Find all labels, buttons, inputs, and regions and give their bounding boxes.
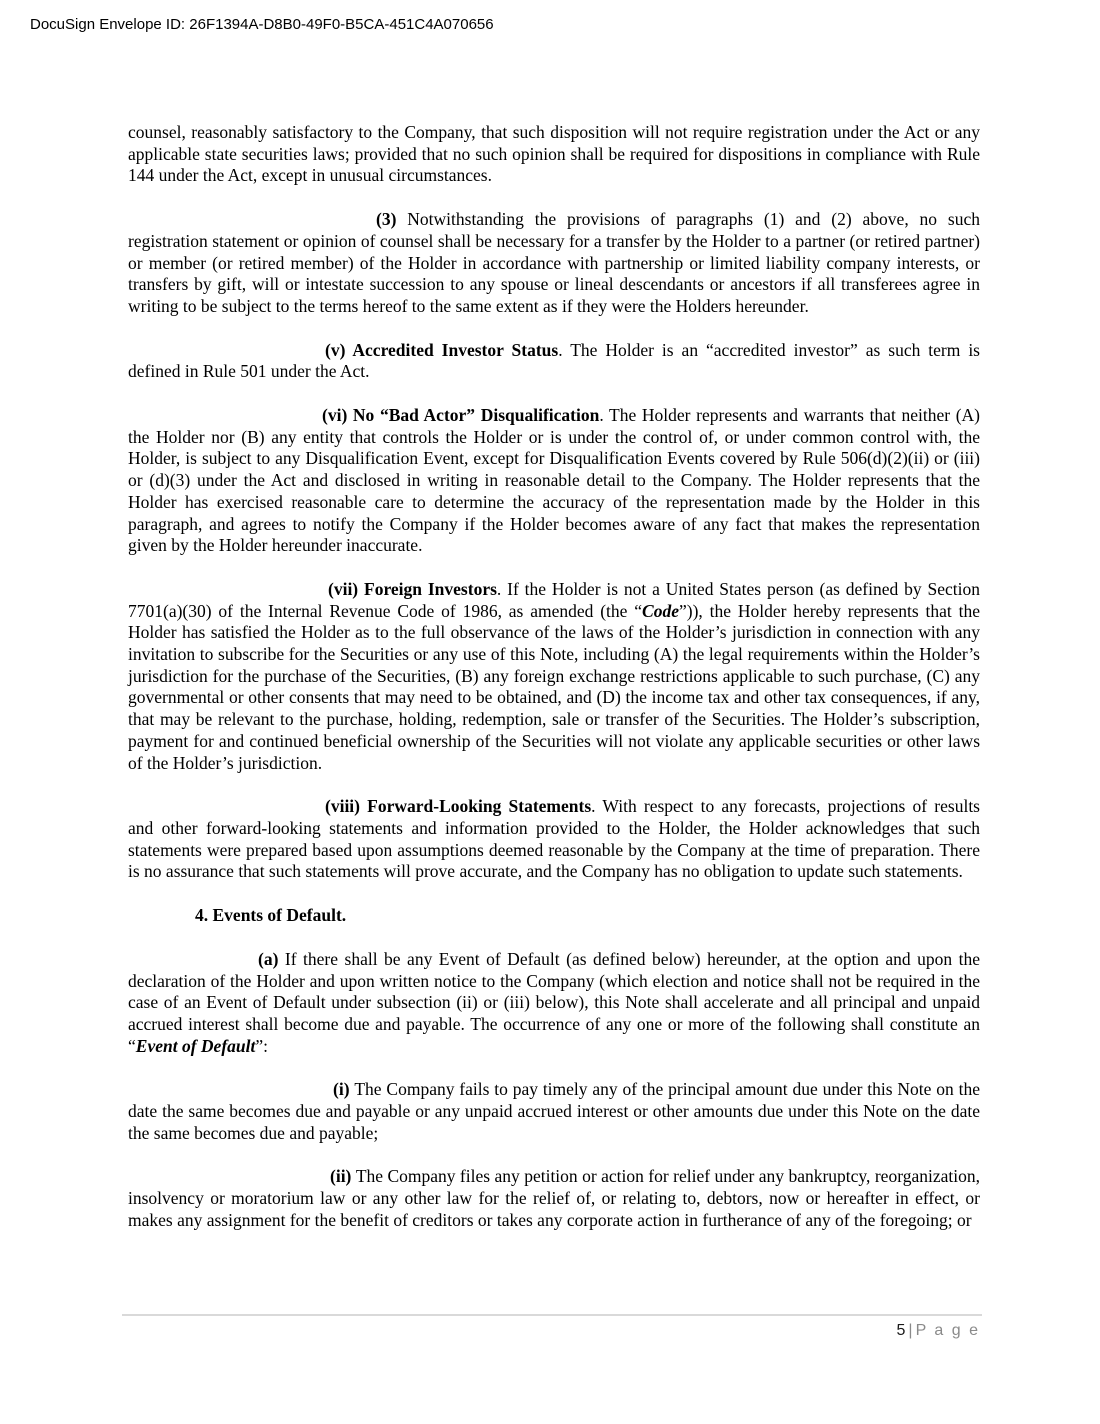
heading-events-of-default: 4. Events of Default. xyxy=(195,905,347,926)
page-number: 5 xyxy=(896,1322,906,1339)
paragraph-ii-bankruptcy-petition: (ii) The Company files any petition or action for relief under any bankruptcy, reorganization, insolvency or moratorium law or any other law for the relief of, or relating to, debtors, now or hereafter in effect, or makes any assignment for the benefit of creditors or takes any corporate action in furtherance of any of the foregoing; or xyxy=(128,1166,980,1230)
paragraph-i-failure-to-pay: (i) The Company fails to pay timely any of the principal amount due under this Note on the date the same becomes due and payable or any unpaid accrued interest or other amounts due under this Note on the date the same becomes due and payable; xyxy=(128,1079,980,1143)
page-number-separator: | xyxy=(908,1322,913,1339)
paragraph-v-accredited-investor-status: (v) Accredited Investor Status. The Holder is an “accredited investor” as such term is defined in Rule 501 under the Act. xyxy=(128,339,980,382)
document-body xyxy=(128,122,980,1254)
footer-divider xyxy=(122,1314,982,1316)
page-number-footer xyxy=(897,1322,980,1340)
paragraph-counsel-continuation: counsel, reasonably satisfactory to the Company, that such disposition will not require registration under the Act or any applicable state securities laws; provided that no such opinion shall be required for dispositions in compliance with Rule 144 under the Act, except in unusual circumstances. xyxy=(128,122,980,186)
paragraph-vii-foreign-investors: (vii) Foreign Investors. If the Holder is not a United States person (as defined by Section 7701(a)(30) of the Internal Revenue Code of 1986, as amended (the “Code”)), the Holder hereby represents that the Holder has satisfied the Holder as to the full observance of the laws of the Holder’s jurisdiction in connection with any invitation to subscribe for the Securities or any use of this Note, including (A) the legal requirements within the Holder’s jurisdiction for the purchase of the Securities, (B) any foreign exchange restrictions applicable to such purchase, (C) any governmental or other consents that may need to be obtained, and (D) the income tax and other tax consequences, if any, that may be relevant to the purchase, holding, redemption, sale or transfer of the Securities. The Holder’s subscription, payment for and continued beneficial ownership of the Securities will not violate any applicable securities or other laws of the Holder’s jurisdiction. xyxy=(128,578,980,773)
paragraph-a-event-of-default-definition: (a) If there shall be any Event of Default (as defined below) hereunder, at the option and upon the declaration of the Holder and upon written notice to the Company (which election and notice shall not be required in the case of an Event of Default under subsection (ii) or (iii) below), this Note shall accelerate and all principal and unpaid accrued interest shall become due and payable. The occurrence of any one or more of the following shall constitute an “Event of Default”: xyxy=(128,948,981,1056)
page-word: P a g e xyxy=(915,1322,980,1339)
paragraph-3-transfer-exceptions: (3) Notwithstanding the provisions of paragraphs (1) and (2) above, no such registration statement or opinion of counsel shall be necessary for a transfer by the Holder to a partner (or retired partner) or member (or retired member) of the Holder in accordance with partnership or limited liability company interests, or transfers by gift, will or intestate succession to any spouse or lineal descendants or ancestors if all transferees agree in writing to be subject to the terms hereof to the same extent as if they were the Holders hereunder. xyxy=(128,209,980,316)
paragraph-vi-no-bad-actor-disqualification: (vi) No “Bad Actor” Disqualification. The Holder represents and warrants that neither (A) the Holder nor (B) any entity that controls the Holder or is under the control of, or under common control with, the Holder, is subject to any Disqualification Event, except for Disqualification Events covered by Rule 506(d)(2)(ii) or (iii) or (d)(3) under the Act and disclosed in writing in reasonable detail to the Company. The Holder represents that the Holder has exercised reasonable care to determine the accuracy of the representation made by the Holder in this paragraph, and agrees to notify the Company if the Holder becomes aware of any fact that makes the representation given by the Holder hereunder inaccurate. xyxy=(128,405,980,556)
paragraph-viii-forward-looking-statements: (viii) Forward-Looking Statements. With respect to any forecasts, projections of results and other forward-looking statements and information provided to the Holder, the Holder acknowledges that such statements were prepared based upon assumptions deemed reasonable by the Company at the time of preparation. There is no assurance that such statements will prove accurate, and the Company has no obligation to update such statements. xyxy=(128,796,980,882)
docusign-envelope-id: DocuSign Envelope ID: 26F1394A-D8B0-49F0-B5CA-451C4A070656 xyxy=(30,16,494,33)
